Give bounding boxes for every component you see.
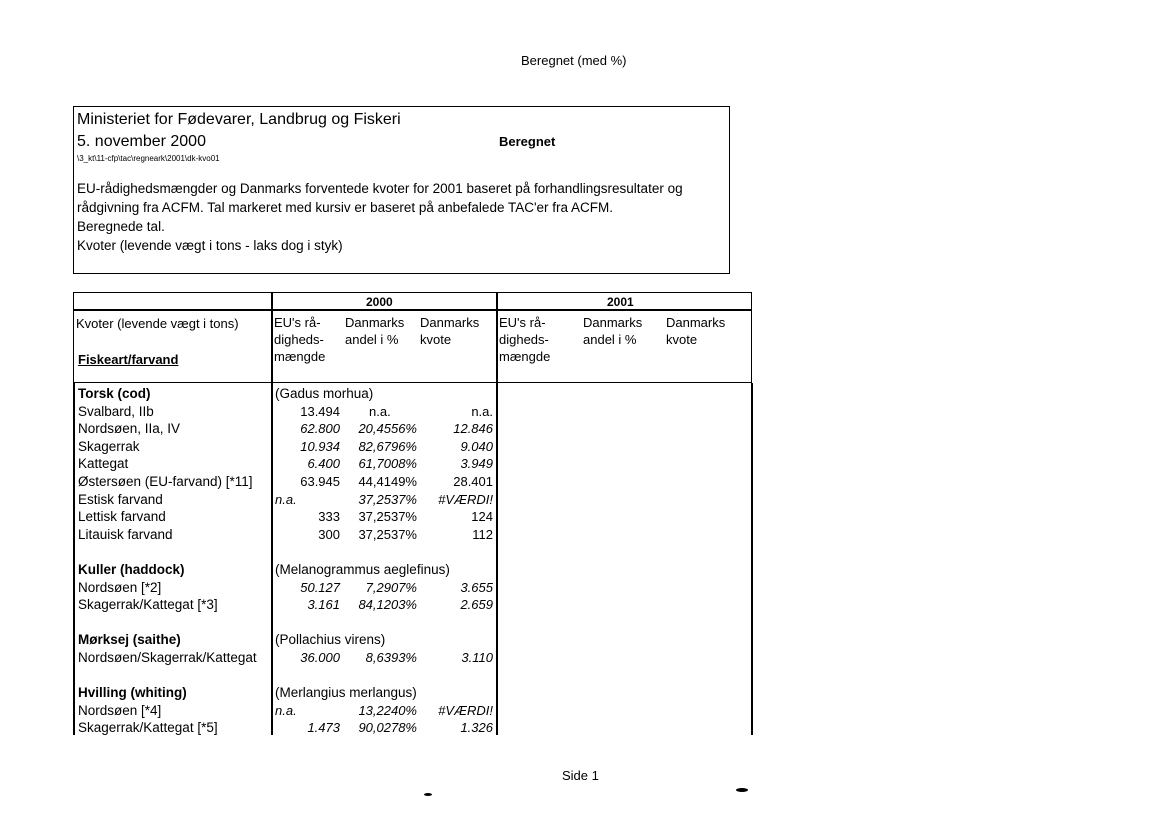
danish-quota-header: Danmarks kvote — [420, 315, 480, 347]
danish-quota-cell: 28.401 — [453, 474, 493, 489]
danish-share-cell: 20,4556% — [358, 421, 417, 437]
table-row-area: Østersøen (EU-farvand) [*11] — [78, 474, 253, 489]
table-row-area: Nordsøen [*2] — [78, 579, 162, 595]
eu-quantity-cell: 6.400 — [307, 456, 340, 472]
danish-share-cell: 7,2907% — [365, 579, 417, 595]
danish-quota-cell: #VÆRDI! — [438, 702, 493, 718]
danish-share-cell: 37,2537% — [358, 526, 417, 542]
table-row-area: Skagerrak/Kattegat [*5] — [78, 720, 218, 736]
ministry-title: Ministeriet for Fødevarer, Landbrug og Fiskeri — [77, 111, 401, 128]
eu-quantity-cell: n.a. — [275, 702, 297, 718]
eu-quantity-cell: 62.800 — [300, 421, 340, 437]
scan-speck — [424, 793, 432, 796]
danish-share-cell: 44,4149% — [358, 474, 417, 489]
table-divider — [73, 309, 752, 311]
description-line: rådgivning fra ACFM. Tal markeret med kursiv er baseret på anbefalede TAC'er fra ACFM. — [77, 200, 614, 215]
year-2000-header: 2000 — [366, 295, 393, 309]
table-divider — [73, 383, 75, 735]
table-row-area: Lettisk farvand — [78, 509, 166, 525]
danish-share-cell: 90,0278% — [358, 720, 417, 736]
eu-quantity-cell: n.a. — [275, 491, 297, 507]
danish-quota-cell: 2.659 — [460, 597, 493, 613]
eu-quantity-cell: 10.934 — [300, 438, 340, 454]
danish-share-cell: 37,2537% — [358, 509, 417, 525]
species-group-title: Hvilling (whiting) — [78, 685, 187, 701]
eu-quantity-cell: 3.161 — [307, 597, 340, 613]
table-row-area: Litauisk farvand — [78, 526, 173, 542]
danish-share-header: Danmarks andel i % — [345, 315, 405, 347]
page-number: Side 1 — [562, 768, 599, 783]
label-column-header: Kvoter (levende vægt i tons) — [76, 316, 239, 331]
danish-share-cell: 82,6796% — [358, 438, 417, 454]
danish-share-cell: 61,7008% — [358, 456, 417, 472]
species-group-title: Kuller (haddock) — [78, 562, 185, 577]
danish-quota-cell: 124 — [471, 509, 493, 525]
danish-share-header: Danmarks andel i % — [583, 315, 643, 347]
eu-quantity-cell: 63.945 — [300, 474, 340, 489]
year-2001-header: 2001 — [607, 295, 634, 309]
species-latin-name: (Merlangius merlangus) — [275, 685, 417, 701]
page-header-note: Beregnet (med %) — [521, 53, 627, 68]
table-row-area: Skagerrak/Kattegat [*3] — [78, 597, 218, 613]
description — [77, 179, 717, 255]
scan-speck — [736, 788, 748, 792]
eu-quantity-header: EU's rå- digheds- mængde — [499, 315, 551, 364]
danish-share-cell: 84,1203% — [358, 597, 417, 613]
danish-quota-cell: n.a. — [471, 403, 493, 419]
table-row-area: Nordsøen/Skagerrak/Kattegat — [78, 650, 257, 665]
species-latin-name: (Gadus morhua) — [275, 386, 374, 401]
species-group-title: Mørksej (saithe) — [78, 632, 181, 648]
table-row-area: Svalbard, IIb — [78, 403, 154, 419]
eu-quantity-cell: 36.000 — [300, 650, 340, 665]
danish-share-cell: 13,2240% — [358, 702, 417, 718]
table-row-area: Estisk farvand — [78, 491, 163, 507]
species-group-title: Torsk (cod) — [78, 386, 151, 401]
table-row-area: Skagerrak — [78, 438, 140, 454]
table-row-area: Nordsøen [*4] — [78, 702, 162, 718]
danish-quota-cell: #VÆRDI! — [438, 491, 493, 507]
description-line: Beregnede tal. — [77, 219, 165, 234]
danish-share-cell: 8,6393% — [365, 650, 417, 665]
eu-quantity-cell: 1.473 — [307, 720, 340, 736]
danish-quota-cell: 112 — [472, 526, 493, 542]
eu-quantity-cell: 300 — [318, 526, 340, 542]
danish-quota-cell: 3.655 — [460, 579, 493, 595]
description-line: Kvoter (levende vægt i tons - laks dog i styk) — [77, 238, 343, 253]
danish-share-cell: n.a. — [369, 403, 391, 419]
info-box — [73, 106, 730, 274]
eu-quantity-cell: 50.127 — [300, 579, 340, 595]
danish-quota-cell: 9.040 — [460, 438, 493, 454]
species-latin-name: (Pollachius virens) — [275, 632, 386, 648]
danish-quota-cell: 1.326 — [460, 720, 493, 736]
table-header — [73, 292, 752, 383]
eu-quantity-header: EU's rå- digheds- mængde — [274, 315, 326, 364]
species-latin-name: (Melanogrammus aeglefinus) — [275, 562, 450, 577]
description-line: EU-rådighedsmængder og Danmarks forventede kvoter for 2001 baseret på forhandlingsresultater og — [77, 181, 683, 196]
danish-quota-cell: 12.846 — [453, 421, 493, 437]
species-column-header: Fiskeart/farvand — [78, 352, 179, 367]
eu-quantity-cell: 13.494 — [300, 403, 340, 419]
status-label: Beregnet — [499, 134, 556, 149]
table-row-area: Nordsøen, IIa, IV — [78, 421, 181, 437]
danish-quota-cell: 3.110 — [461, 650, 493, 665]
table-divider — [751, 383, 753, 735]
table-row-area: Kattegat — [78, 456, 129, 472]
table-divider — [496, 292, 498, 735]
danish-quota-header: Danmarks kvote — [666, 315, 726, 347]
document-date: 5. november 2000 — [77, 133, 206, 150]
eu-quantity-cell: 333 — [318, 509, 340, 525]
danish-quota-cell: 3.949 — [460, 456, 493, 472]
danish-share-cell: 37,2537% — [358, 491, 417, 507]
file-path: \3_kt\11-cfp\tac\regneark\2001\dk-kvo01 — [77, 154, 220, 163]
